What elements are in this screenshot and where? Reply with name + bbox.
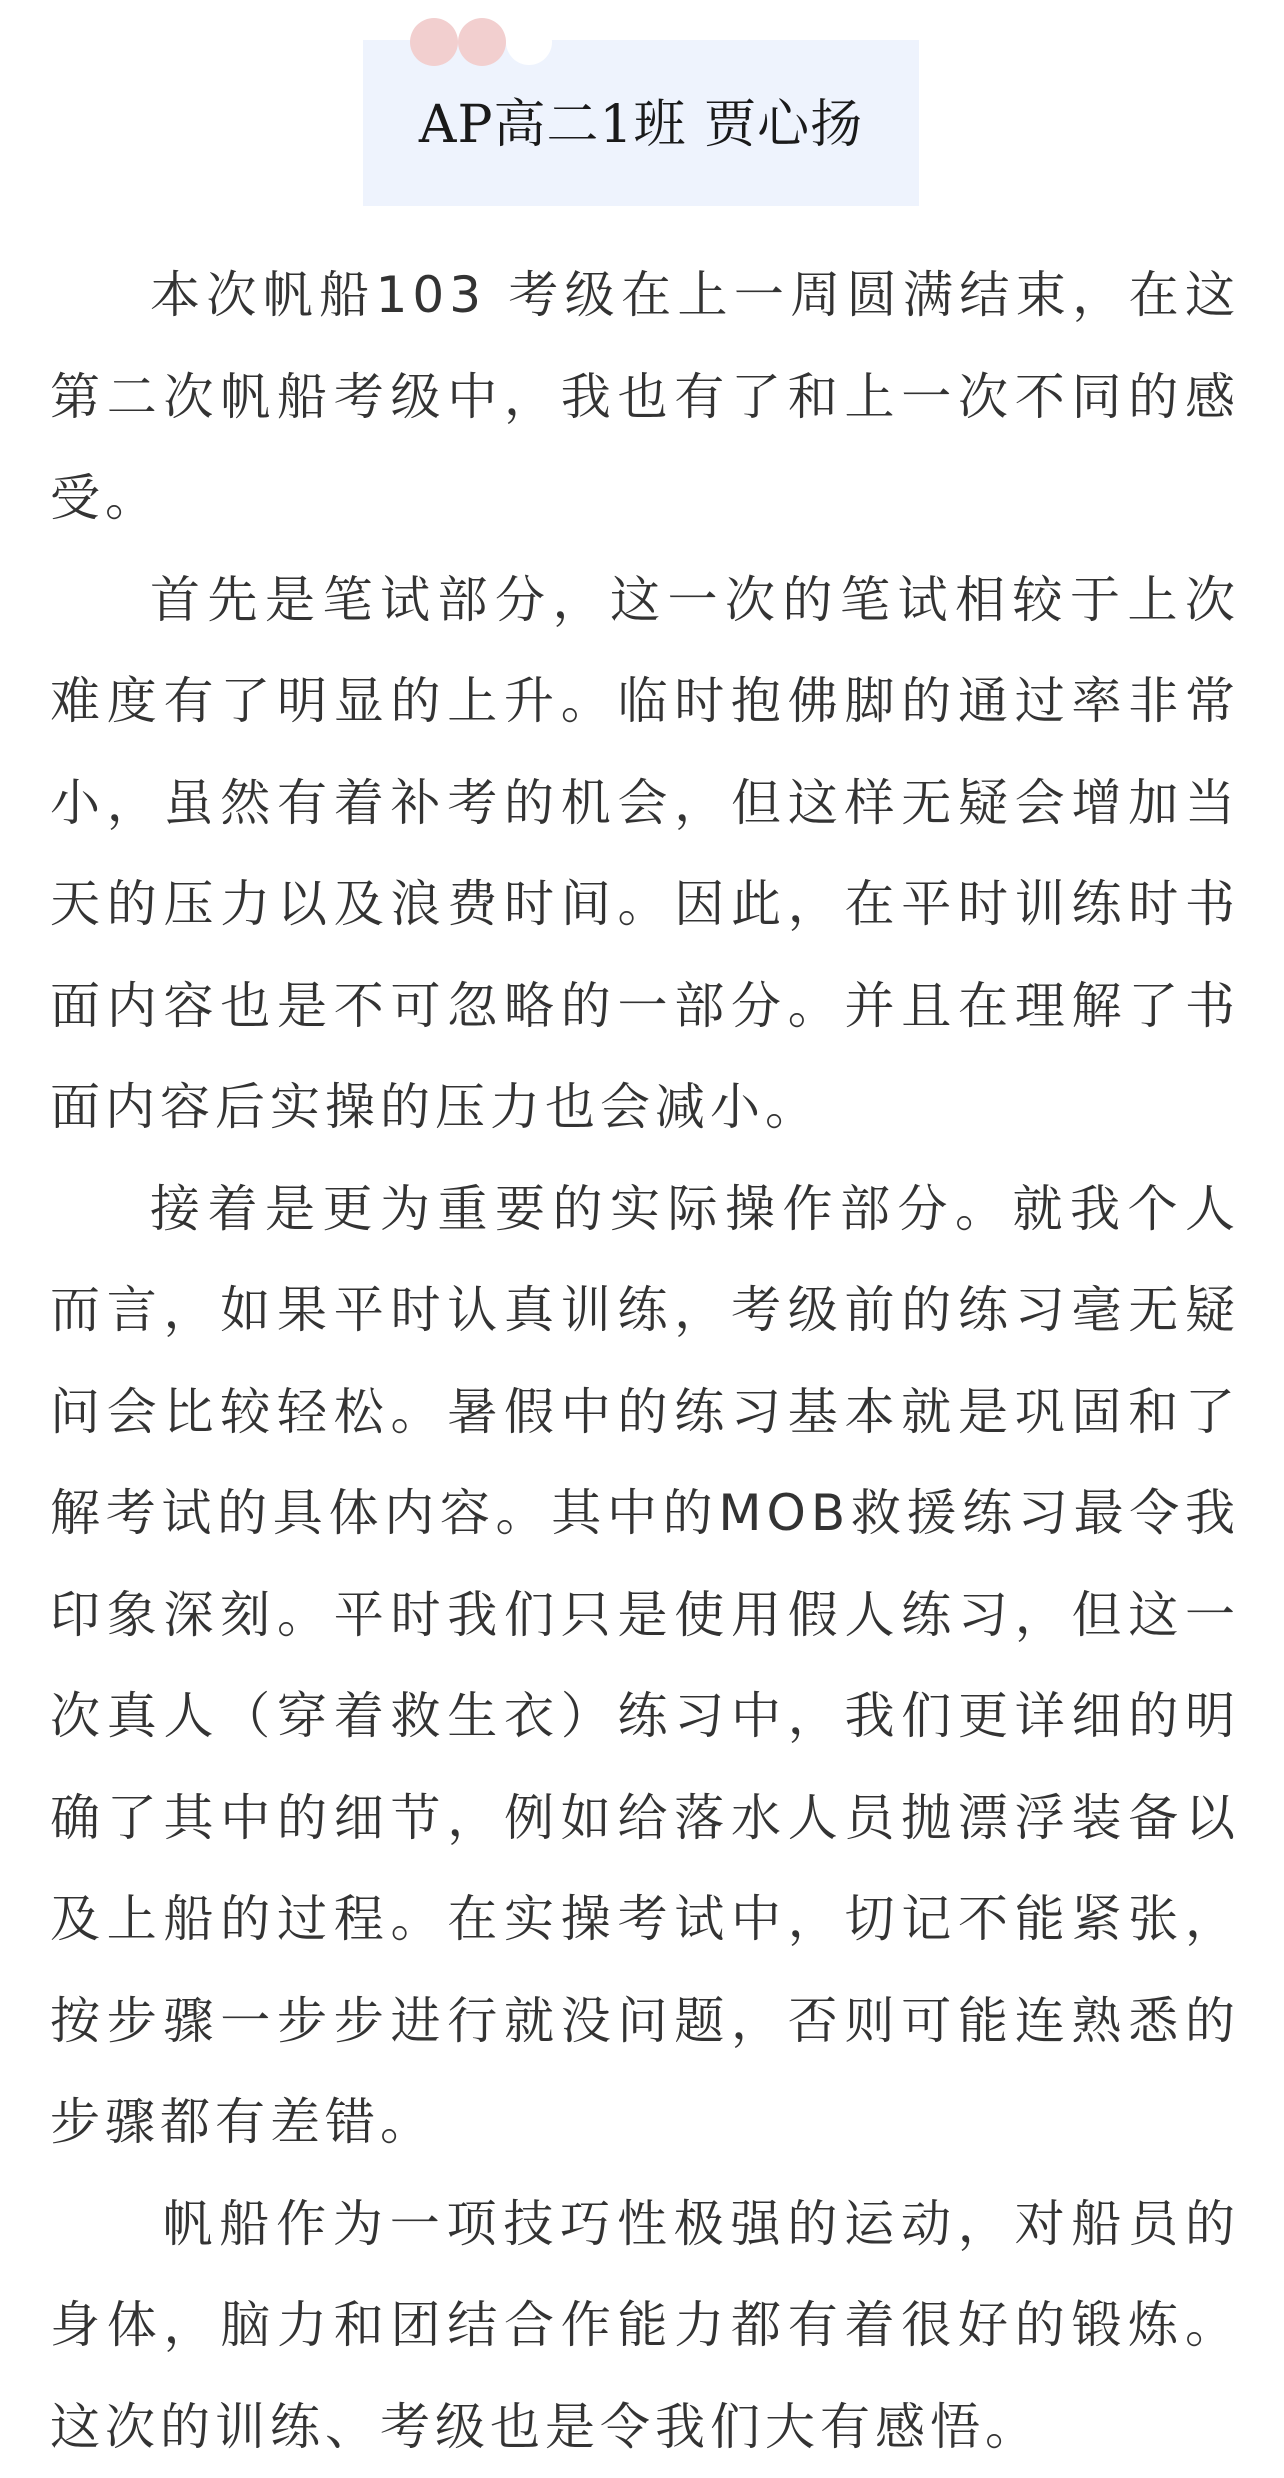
pink-dot-icon [458,18,506,66]
paragraph: 帆船作为一项技巧性极强的运动，对船员的身体，脑力和团结合作能力都有着很好的锻炼。这次的训练、考级也是令我们大有感悟。 [50,2174,1240,2478]
decorative-dots [410,18,560,68]
pink-dot-icon [410,18,458,66]
page-title: AP高二1班 贾心扬 [363,80,919,170]
paragraph: 本次帆船103 考级在上一周圆满结束，在这第二次帆船考级中，我也有了和上一次不同的感受。 [50,245,1240,550]
white-dot-icon [506,19,552,65]
paragraph: 首先是笔试部分，这一次的笔试相较于上次难度有了明显的上升。临时抱佛脚的通过率非常小，虽然有着补考的机会，但这样无疑会增加当天的压力以及浪费时间。因此，在平时训练时书面内容也是不可忽略的一部分。并且在理解了书面内容后实操的压力也会减小。 [50,550,1240,1159]
article-body [50,245,1240,2478]
paragraph: 接着是更为重要的实际操作部分。就我个人而言，如果平时认真训练，考级前的练习毫无疑问会比较轻松。暑假中的练习基本就是巩固和了解考试的具体内容。其中的MOB救援练习最令我印象深刻。平时我们只是使用假人练习，但这一次真人（穿着救生衣）练习中，我们更详细的明确了其中的细节，例如给落水人员抛漂浮装备以及上船的过程。在实操考试中，切记不能紧张，按步骤一步步进行就没问题，否则可能连熟悉的步骤都有差错。 [50,1159,1240,2174]
